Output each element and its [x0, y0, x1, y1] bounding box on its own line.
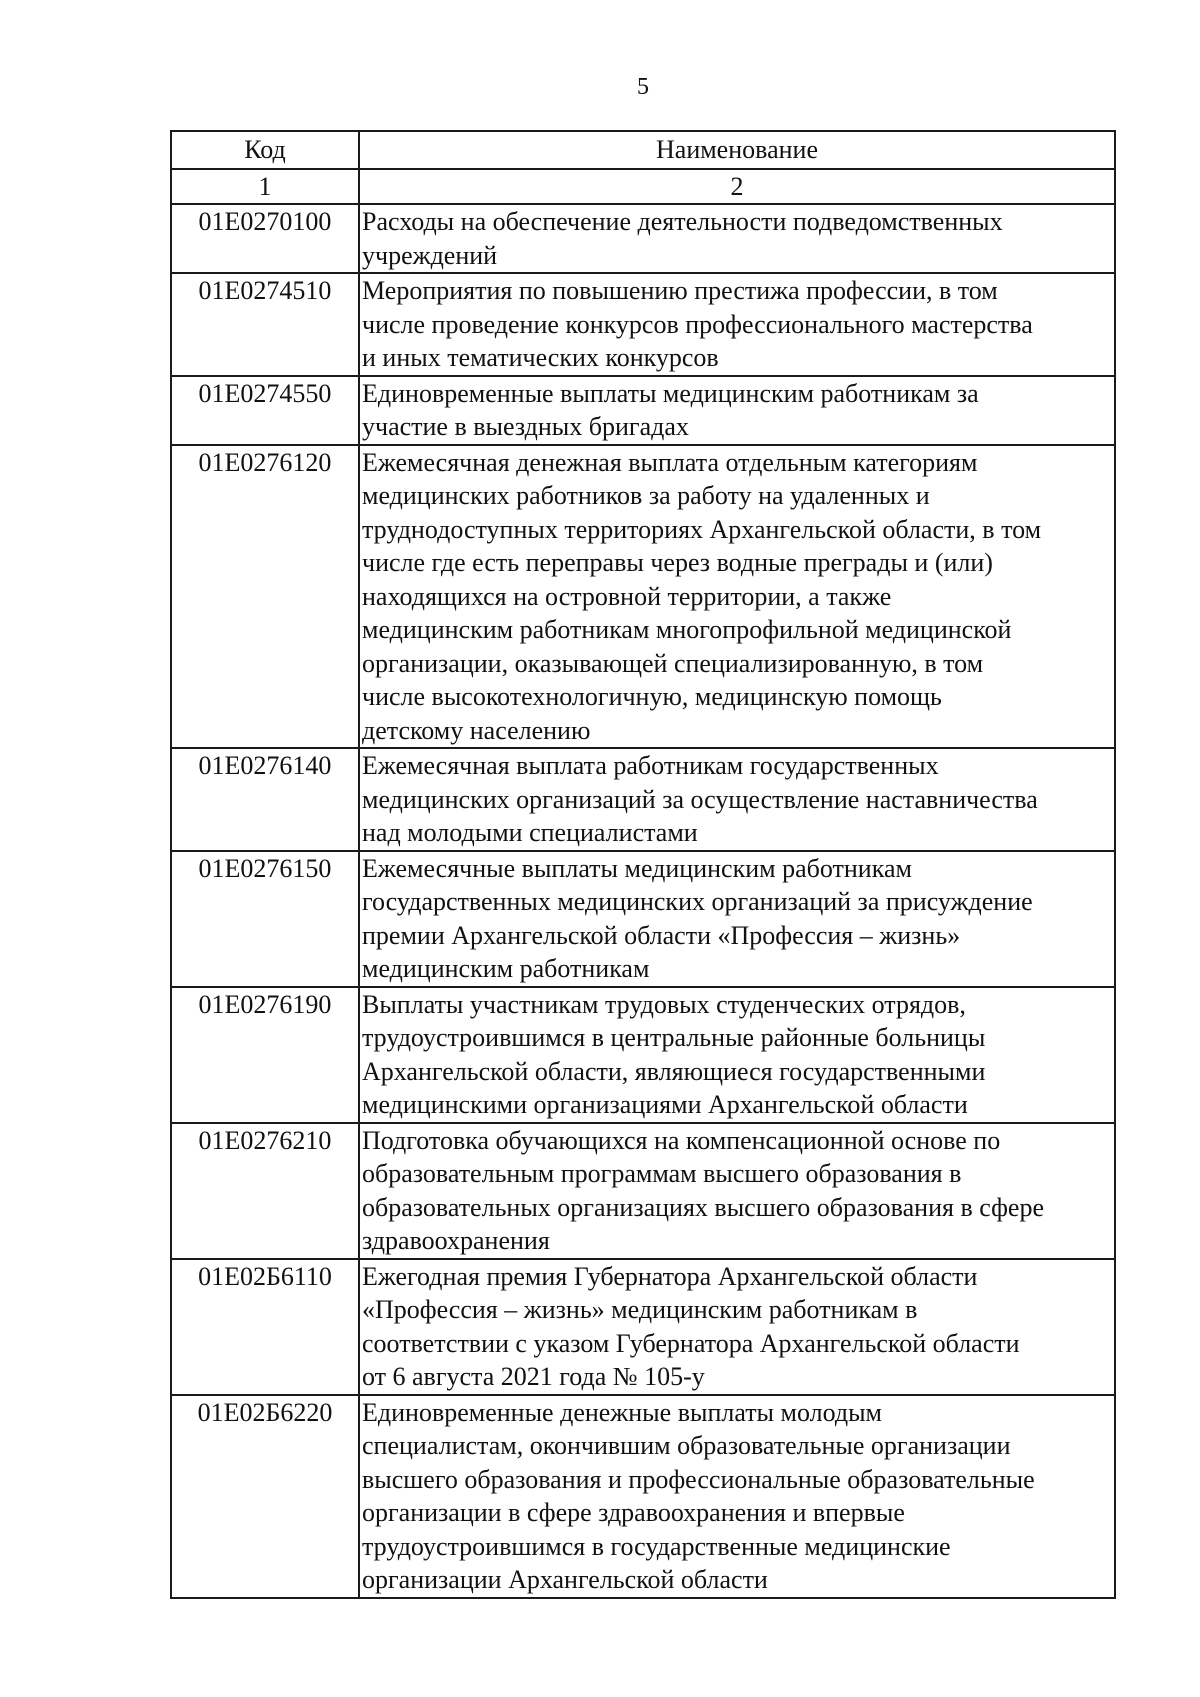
- row-name-line: Ежемесячная выплата работникам государственных: [362, 751, 939, 780]
- row-name-line: медицинских организаций за осуществление наставничества: [362, 784, 1038, 814]
- table-row: [171, 851, 1115, 987]
- header-code: Код: [171, 131, 359, 169]
- row-name-line: организации Архангельской области: [362, 1565, 768, 1594]
- row-name-line: Выплаты участникам трудовых студенческих отрядов,: [362, 989, 966, 1019]
- row-name-line: от 6 августа 2021 года № 105-у: [362, 1362, 705, 1391]
- row-name-line: соответствии с указом Губернатора Архангельской области: [362, 1328, 1020, 1358]
- row-name: [359, 445, 1115, 749]
- row-name: [359, 1395, 1115, 1598]
- table-row: [171, 445, 1115, 749]
- row-name-line: медицинских работников за работу на удаленных и: [362, 481, 930, 510]
- row-name-line: Расходы на обеспечение деятельности подведомственных: [362, 207, 1003, 236]
- row-code: 01Е0276210: [171, 1123, 359, 1259]
- column-number-code: 1: [171, 169, 359, 204]
- row-name-line: труднодоступных территориях Архангельской области, в том: [362, 514, 1042, 544]
- row-name-line: здравоохранения: [362, 1226, 550, 1255]
- page-number: 5: [637, 74, 649, 100]
- row-name-line: трудоустроившимся в государственные медицинские: [362, 1531, 951, 1561]
- row-name-line: Подготовка обучающихся на компенсационной основе по: [362, 1125, 1001, 1155]
- row-name: [359, 376, 1115, 445]
- row-name-line: «Профессия – жизнь» медицинским работникам в: [362, 1295, 918, 1324]
- row-name-line: учреждений: [362, 240, 498, 270]
- table-row: [171, 1395, 1115, 1598]
- column-number-row: [171, 169, 1115, 204]
- table-header-row: [171, 131, 1115, 169]
- row-name-line: трудоустроившимся в центральные районные больницы: [362, 1023, 986, 1052]
- table-row: [171, 376, 1115, 445]
- table-row: [171, 204, 1115, 273]
- column-number-name: 2: [359, 169, 1115, 204]
- row-name-line: образовательных организациях высшего образования в сфере: [362, 1192, 1045, 1222]
- row-name-line: специалистам, окончившим образовательные организации: [362, 1431, 1011, 1460]
- row-code: 01Е02Б6220: [171, 1395, 359, 1598]
- row-code: 01Е0276190: [171, 987, 359, 1123]
- table-row: [171, 273, 1115, 376]
- row-name-line: Единовременные выплаты медицинским работникам за: [362, 378, 979, 408]
- row-name-line: числе где есть переправы через водные преграды и (или): [362, 548, 993, 577]
- row-name-line: детскому населению: [362, 715, 591, 745]
- row-name: [359, 987, 1115, 1123]
- row-name-line: образовательным программам высшего образования в: [362, 1159, 962, 1188]
- row-code: 01Е0276140: [171, 748, 359, 851]
- row-name: [359, 748, 1115, 851]
- row-name: [359, 1259, 1115, 1395]
- row-code: 01Е0276150: [171, 851, 359, 987]
- header-name: Наименование: [359, 131, 1115, 169]
- row-name: [359, 204, 1115, 273]
- row-name: [359, 1123, 1115, 1259]
- table-row: [171, 987, 1115, 1123]
- budget-code-table: [170, 130, 1116, 1599]
- row-name-line: медицинским работникам многопрофильной медицинской: [362, 615, 1012, 644]
- row-name-line: Единовременные денежные выплаты молодым: [362, 1397, 883, 1427]
- row-name-line: находящихся на островной территории, а также: [362, 581, 892, 611]
- row-code: 01Е02Б6110: [171, 1259, 359, 1395]
- row-name: [359, 851, 1115, 987]
- row-name-line: числе высокотехнологичную, медицинскую помощь: [362, 682, 942, 711]
- row-name: [359, 273, 1115, 376]
- row-name-line: Ежемесячная денежная выплата отдельным категориям: [362, 447, 978, 477]
- row-name-line: медицинскими организациями Архангельской области: [362, 1090, 968, 1119]
- row-name-line: участие в выездных бригадах: [362, 412, 689, 441]
- table-row: [171, 1123, 1115, 1259]
- row-name-line: Архангельской области, являющиеся государственными: [362, 1056, 986, 1086]
- row-name-line: организации, оказывающей специализированную, в том: [362, 648, 984, 678]
- row-name-line: высшего образования и профессиональные образовательные: [362, 1464, 1035, 1494]
- table-row: [171, 1259, 1115, 1395]
- row-code: 01Е0274550: [171, 376, 359, 445]
- row-code: 01Е0270100: [171, 204, 359, 273]
- row-name-line: государственных медицинских организаций за присуждение: [362, 887, 1033, 916]
- row-code: 01Е0276120: [171, 445, 359, 749]
- row-name-line: и иных тематических конкурсов: [362, 343, 719, 372]
- row-name-line: Ежемесячные выплаты медицинским работникам: [362, 853, 912, 883]
- row-name-line: организации в сфере здравоохранения и впервые: [362, 1498, 905, 1527]
- row-name-line: числе проведение конкурсов профессионального мастерства: [362, 309, 1033, 339]
- row-name-line: над молодыми специалистами: [362, 818, 698, 847]
- row-code: 01Е0274510: [171, 273, 359, 376]
- row-name-line: медицинским работникам: [362, 954, 650, 983]
- table-row: [171, 748, 1115, 851]
- row-name-line: Ежегодная премия Губернатора Архангельской области: [362, 1261, 978, 1291]
- row-name-line: Мероприятия по повышению престижа профессии, в том: [362, 276, 998, 305]
- row-name-line: премии Архангельской области «Профессия – жизнь»: [362, 920, 961, 950]
